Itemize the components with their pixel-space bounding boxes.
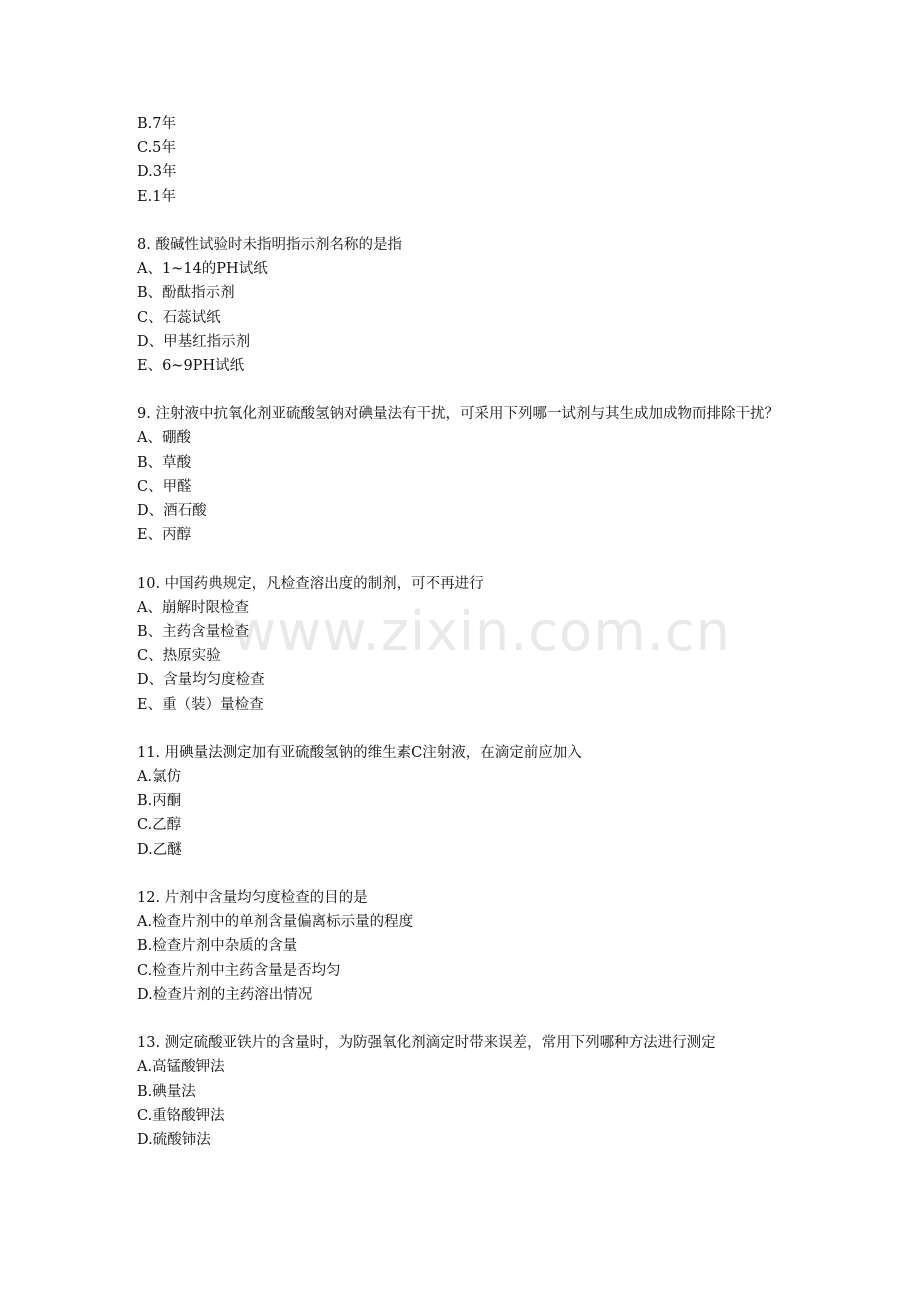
spacer (137, 378, 837, 402)
option-c: C.重铬酸钾法 (137, 1107, 225, 1124)
question-stem: 13. 测定硫酸亚铁片的含量时，为防强氧化剂滴定时带来误差，常用下列哪种方法进行测定 (137, 1035, 716, 1052)
option-e: E、丙醇 (137, 527, 192, 544)
option-c: C.5年 (137, 140, 176, 157)
option-d: D、甲基红指示剂 (137, 333, 251, 350)
option-b: B.丙酮 (137, 793, 182, 810)
question-block (137, 402, 837, 547)
question-stem: 9. 注射液中抗氧化剂亚硫酸氢钠对碘量法有干扰，可采用下列哪一试剂与其生成加成物而排除干扰？ (137, 406, 779, 423)
option-d: D、酒石酸 (137, 503, 207, 520)
option-b: B.7年 (137, 116, 176, 132)
option-e: E.1年 (137, 188, 176, 205)
spacer (137, 1007, 837, 1031)
question-block (137, 112, 837, 209)
question-block (137, 233, 837, 378)
option-d: D.硫酸铈法 (137, 1131, 211, 1148)
option-a: A、崩解时限检查 (137, 599, 249, 616)
spacer (137, 717, 837, 741)
option-b: B.检查片剂中杂质的含量 (137, 938, 298, 955)
option-c: C、甲醛 (137, 478, 192, 495)
option-e: E、6~9PH试纸 (137, 357, 245, 374)
question-block (137, 1031, 837, 1152)
spacer (137, 547, 837, 571)
option-d: D.乙醚 (137, 841, 182, 858)
option-a: A.高锰酸钾法 (137, 1059, 225, 1076)
option-c: C.检查片剂中主药含量是否均匀 (137, 962, 341, 979)
question-stem: 12. 片剂中含量均匀度检查的目的是 (137, 890, 368, 907)
option-b: B、草酸 (137, 454, 192, 471)
option-a: A.氯仿 (137, 769, 182, 786)
spacer (137, 862, 837, 886)
option-d: D.3年 (137, 164, 177, 181)
option-d: D.检查片剂的主药溶出情况 (137, 986, 313, 1003)
option-c: C、石蕊试纸 (137, 309, 221, 326)
option-b: B、酚酞指示剂 (137, 285, 235, 302)
watermark: www.zixin.com.cn (232, 600, 731, 663)
option-b: B、主药含量检查 (137, 623, 250, 640)
document-body (137, 112, 837, 1152)
option-c: C.乙醇 (137, 817, 182, 834)
question-block (137, 572, 837, 717)
question-stem: 11. 用碘量法测定加有亚硫酸氢钠的维生素C注射液，在滴定前应加入 (137, 744, 582, 761)
question-stem: 10. 中国药典规定，凡检查溶出度的制剂，可不再进行 (137, 575, 484, 592)
spacer (137, 209, 837, 233)
option-a: A.检查片剂中的单剂含量偏离标示量的程度 (137, 914, 414, 931)
question-block (137, 741, 837, 862)
question-block (137, 886, 837, 1007)
option-b: B.碘量法 (137, 1083, 196, 1100)
option-a: A、1~14的PH试纸 (137, 261, 268, 278)
option-c: C、热原实验 (137, 648, 221, 665)
option-a: A、硼酸 (137, 430, 191, 447)
option-e: E、重（装）量检查 (137, 696, 264, 713)
question-stem: 8. 酸碱性试验时未指明指示剂名称的是指 (137, 236, 402, 253)
option-d: D、含量均匀度检查 (137, 672, 265, 689)
